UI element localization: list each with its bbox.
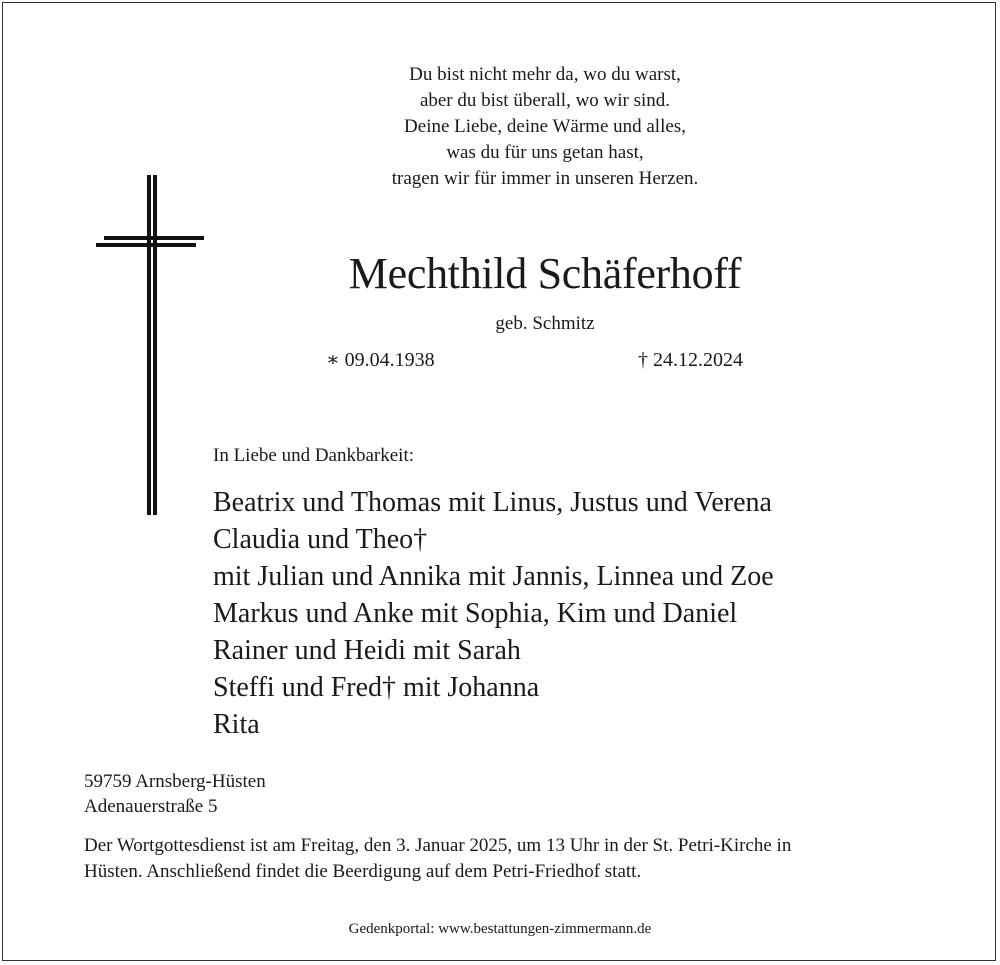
birth-name: geb. Schmitz: [495, 313, 595, 334]
mourner-line: mit Julian und Annika mit Jannis, Linnea und Zoe: [213, 561, 774, 592]
address-city: 59759 Arnsberg-Hüsten: [84, 771, 266, 792]
service-line: Hüsten. Anschließend findet die Beerdigung auf dem Petri-Friedhof statt.: [84, 861, 642, 882]
poem: [300, 62, 790, 192]
service-line: Der Wortgottesdienst ist am Freitag, den 3. Januar 2025, um 13 Uhr in der St. Petri-Kirche in: [84, 835, 792, 856]
poem-line: Deine Liebe, deine Wärme und alles,: [404, 116, 686, 137]
service-info: [84, 833, 934, 885]
mourner-line: Beatrix und Thomas mit Linus, Justus und Verena: [213, 487, 772, 518]
mourner-line: Claudia und Theo†: [213, 524, 428, 555]
mourner-line: Rita: [213, 709, 260, 740]
cross-icon: [96, 175, 206, 515]
deceased-name: Mechthild Schäferhoff: [348, 249, 742, 298]
birth-date: ∗ 09.04.1938: [326, 349, 435, 371]
mourner-line: Rainer und Heidi mit Sarah: [213, 635, 521, 666]
poem-line: aber du bist überall, wo wir sind.: [419, 90, 671, 111]
poem-line: tragen wir für immer in unseren Herzen.: [391, 168, 699, 189]
poem-line: was du für uns getan hast,: [446, 142, 644, 163]
poem-line: Du bist nicht mehr da, wo du warst,: [409, 64, 681, 85]
mourner-line: Markus und Anke mit Sophia, Kim und Daniel: [213, 598, 738, 629]
memorial-portal: Gedenkportal: www.bestattungen-zimmermann.de: [348, 921, 652, 937]
address: [84, 769, 266, 819]
address-street: Adenauerstraße 5: [84, 796, 218, 817]
thanks-intro: In Liebe und Dankbarkeit:: [213, 445, 415, 466]
mourner-line: Steffi und Fred† mit Johanna: [213, 672, 540, 703]
death-date: † 24.12.2024: [638, 349, 743, 371]
mourners-list: [213, 484, 774, 743]
